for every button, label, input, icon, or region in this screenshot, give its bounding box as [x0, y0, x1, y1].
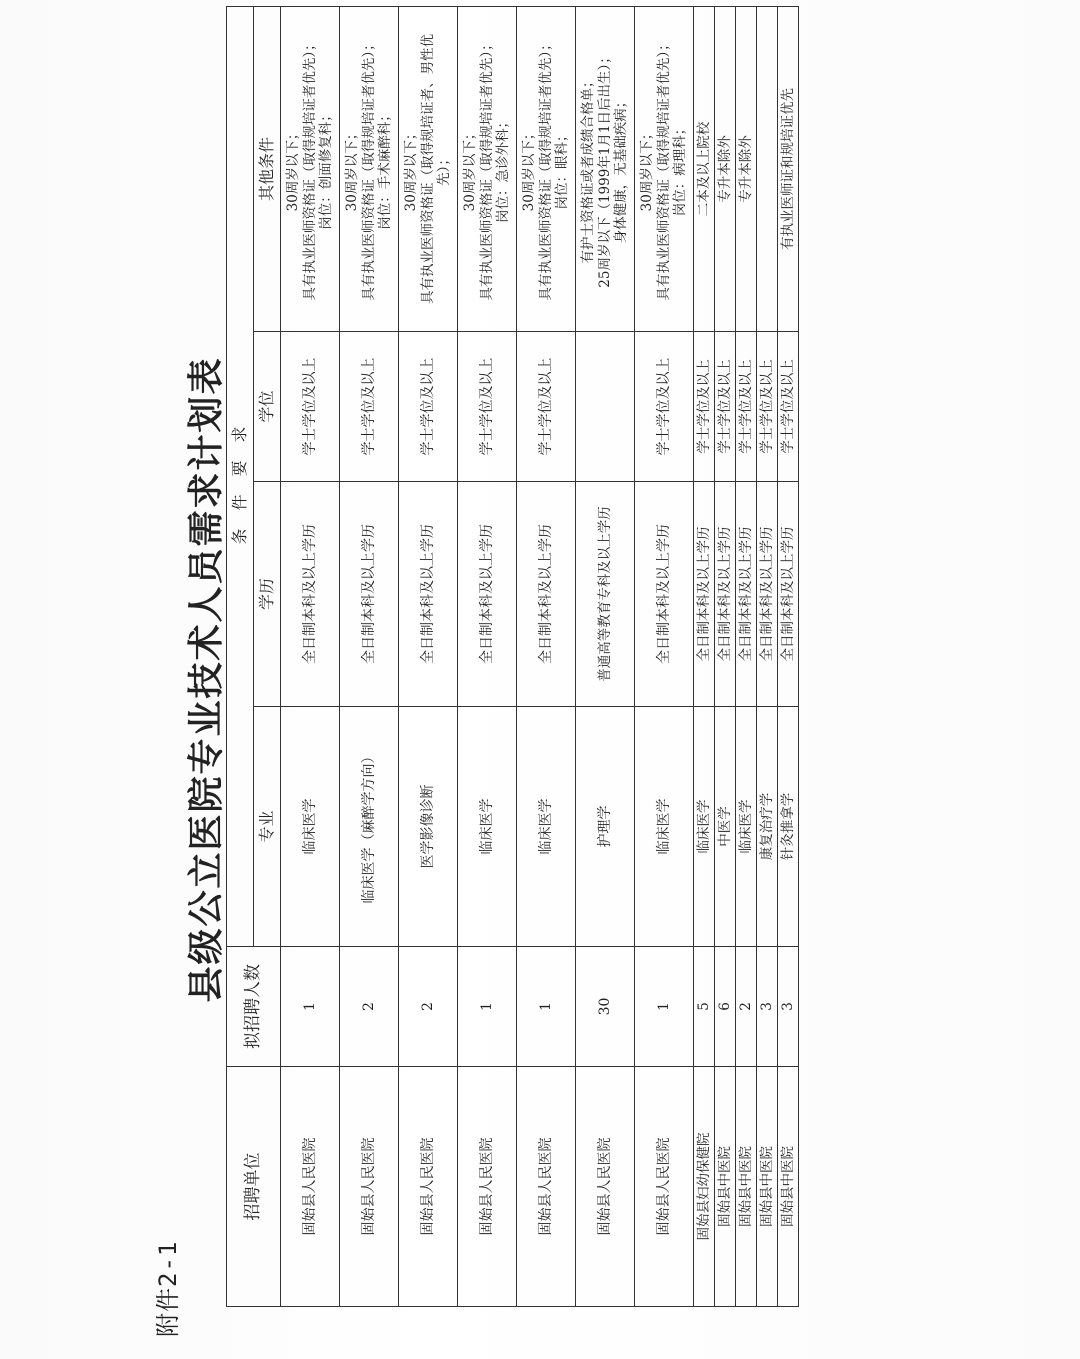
cell-education: 全日制本科及以上学历: [340, 482, 399, 707]
cell-count: 3: [778, 947, 799, 1067]
cell-other: 有执业医师证和规培证优先: [778, 6, 799, 331]
cell-other: [576, 6, 635, 331]
cell-other: [458, 6, 517, 331]
cell-education: 普通高等教育专科及以上学历: [576, 482, 635, 707]
header-count: 拟招聘人数: [227, 947, 281, 1067]
cell-other: [517, 6, 576, 331]
other-line: 具有执业医师资格证（取得规培证者优先）；: [301, 37, 318, 301]
table-row: [340, 6, 399, 1306]
other-line: 岗位：急诊外科；: [495, 115, 512, 223]
other-line: 30周岁以下；: [638, 126, 655, 212]
cell-other: [757, 6, 778, 331]
cell-degree: 学士学位及以上: [399, 332, 458, 482]
cell-count: 6: [715, 947, 736, 1067]
cell-major: 临床医学: [736, 707, 757, 947]
table-row: [694, 6, 715, 1306]
cell-education: 全日制本科及以上学历: [757, 482, 778, 707]
cell-unit: 固始县人民医院: [340, 1067, 399, 1307]
other-line: 30周岁以下；: [402, 126, 419, 212]
table-row: [458, 6, 517, 1306]
cell-unit: 固始县人民医院: [576, 1067, 635, 1307]
cell-other: [399, 6, 458, 331]
cell-other: [635, 6, 694, 331]
table-row: [576, 6, 635, 1306]
cell-unit: 固始县人民医院: [281, 1067, 340, 1307]
cell-count: 30: [576, 947, 635, 1067]
cell-unit: 固始县妇幼保健院: [694, 1067, 715, 1307]
other-line: 有护士资格证或者成绩合格单；: [579, 74, 596, 264]
page-title: 县级公立医院专业技术人员需求计划表: [185, 356, 227, 1003]
header-education: 学历: [254, 482, 281, 707]
cell-degree: 学士学位及以上: [778, 332, 799, 482]
cell-major: 针灸推拿学: [778, 707, 799, 947]
cell-count: 1: [458, 947, 517, 1067]
other-line: 30周岁以下；: [284, 126, 301, 212]
cell-count: 3: [757, 947, 778, 1067]
cell-count: 2: [736, 947, 757, 1067]
cell-education: 全日制本科及以上学历: [778, 482, 799, 707]
cell-other: 专升本除外: [736, 6, 757, 331]
cell-major: 临床医学（麻醉学方向）: [340, 707, 399, 947]
cell-other: 专升本除外: [715, 6, 736, 331]
cell-degree: 学士学位及以上: [736, 332, 757, 482]
cell-count: 2: [399, 947, 458, 1067]
recruitment-table: [226, 6, 799, 1307]
other-line: 25周岁以下（1999年1月1日后出生）；: [596, 50, 613, 288]
cell-degree: 学士学位及以上: [635, 332, 694, 482]
cell-education: 全日制本科及以上学历: [694, 482, 715, 707]
cell-count: 2: [340, 947, 399, 1067]
table-row: [736, 6, 757, 1306]
other-line: 具有执业医师资格证（取得规培证者优先）；: [360, 37, 377, 301]
other-line: 具有执业医师资格证（取得规培证者优先）；: [537, 37, 554, 301]
cell-degree: 学士学位及以上: [458, 332, 517, 482]
table-row: [715, 6, 736, 1306]
cell-education: 全日制本科及以上学历: [517, 482, 576, 707]
cell-count: 1: [281, 947, 340, 1067]
cell-major: 临床医学: [694, 707, 715, 947]
cell-major: 临床医学: [635, 707, 694, 947]
other-line: 30周岁以下；: [520, 126, 537, 212]
other-line: 具有执业医师资格证（取得规培证者优先）；: [478, 37, 495, 301]
cell-degree: 学士学位及以上: [281, 332, 340, 482]
cell-unit: 固始县人民医院: [635, 1067, 694, 1307]
table-row: [281, 6, 340, 1306]
cell-major: 康复治疗学: [757, 707, 778, 947]
cell-other: [281, 6, 340, 331]
other-line: 岗位：病理科；: [672, 121, 689, 217]
cell-degree: 学士学位及以上: [757, 332, 778, 482]
cell-count: 5: [694, 947, 715, 1067]
cell-unit: 固始县人民医院: [517, 1067, 576, 1307]
table-row: [635, 6, 694, 1306]
table-row: [757, 6, 778, 1306]
cell-major: 中医学: [715, 707, 736, 947]
cell-degree: 学士学位及以上: [715, 332, 736, 482]
header-degree: 学位: [254, 332, 281, 482]
cell-major: 临床医学: [517, 707, 576, 947]
table-row: [778, 6, 799, 1306]
other-line: 具有执业医师资格证（取得规培证者优先）；: [655, 37, 672, 301]
cell-unit: 固始县人民医院: [458, 1067, 517, 1307]
cell-count: 1: [517, 947, 576, 1067]
cell-unit: 固始县中医院: [715, 1067, 736, 1307]
other-line: 具有执业医师资格证（取得规培证者、男性优: [419, 34, 436, 304]
attachment-label: 附件2-1: [154, 1240, 182, 1337]
cell-degree: [576, 332, 635, 482]
other-line: 岗位：眼科；: [554, 128, 571, 210]
other-line: 先）；: [436, 152, 453, 186]
cell-unit: 固始县中医院: [736, 1067, 757, 1307]
cell-unit: 固始县中医院: [778, 1067, 799, 1307]
cell-education: 全日制本科及以上学历: [635, 482, 694, 707]
other-line: 岗位：创面修复科；: [318, 108, 335, 230]
cell-education: 全日制本科及以上学历: [281, 482, 340, 707]
header-other: 其他条件: [254, 6, 281, 331]
cell-education: 全日制本科及以上学历: [399, 482, 458, 707]
cell-education: 全日制本科及以上学历: [715, 482, 736, 707]
cell-education: 全日制本科及以上学历: [736, 482, 757, 707]
cell-major: 临床医学: [281, 707, 340, 947]
cell-major: 临床医学: [458, 707, 517, 947]
header-unit: 招聘单位: [227, 1067, 281, 1307]
cell-education: 全日制本科及以上学历: [458, 482, 517, 707]
header-conditions: 条件要求: [227, 6, 254, 946]
other-line: 岗位：手术麻醉科；: [377, 108, 394, 230]
table-row: [517, 6, 576, 1306]
cell-other: 二本及以上院校: [694, 6, 715, 331]
cell-major: 医学影像诊断: [399, 707, 458, 947]
cell-degree: 学士学位及以上: [694, 332, 715, 482]
other-line: 30周岁以下；: [343, 126, 360, 212]
cell-degree: 学士学位及以上: [340, 332, 399, 482]
cell-degree: 学士学位及以上: [517, 332, 576, 482]
cell-count: 1: [635, 947, 694, 1067]
header-major: 专业: [254, 707, 281, 947]
other-line: 身体健康，无基础疾病；: [613, 94, 630, 244]
cell-other: [340, 6, 399, 331]
cell-unit: 固始县中医院: [757, 1067, 778, 1307]
other-line: 30周岁以下；: [461, 126, 478, 212]
table-row: [399, 6, 458, 1306]
cell-major: 护理学: [576, 707, 635, 947]
cell-unit: 固始县人民医院: [399, 1067, 458, 1307]
